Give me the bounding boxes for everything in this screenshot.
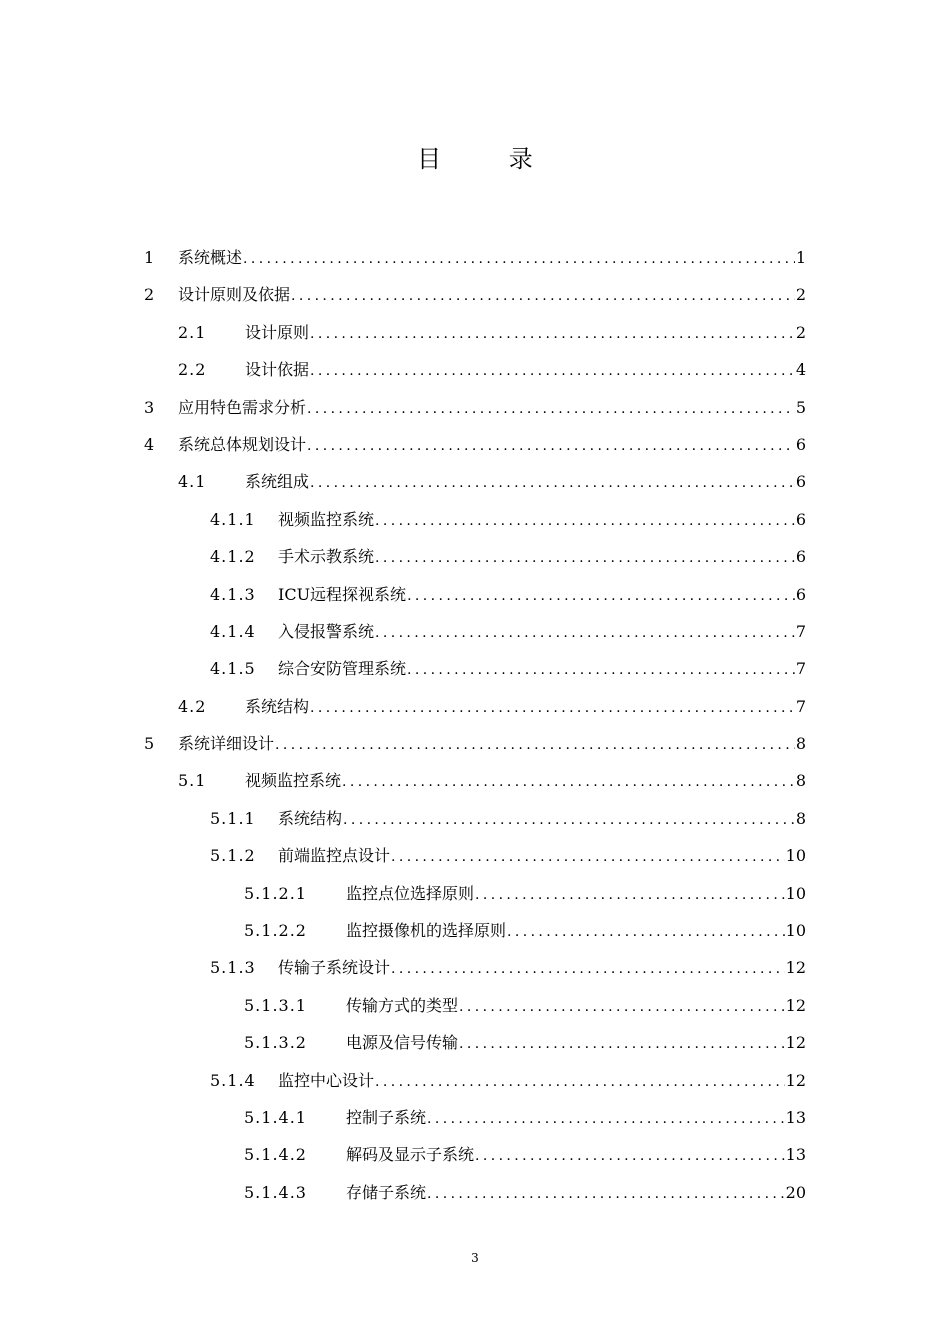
toc-entry-number: 4.1.2 (210, 547, 256, 567)
toc-dot-leader (375, 544, 795, 572)
toc-entry-line (346, 1029, 806, 1058)
toc-entry-page: 6 (795, 472, 806, 492)
toc-entry-line (278, 954, 806, 983)
toc-entry-line (178, 281, 806, 310)
toc-entry-line (346, 880, 806, 909)
toc-entry[interactable] (0, 618, 950, 655)
toc-entry-title: 系统总体规划设计 (178, 434, 307, 454)
toc-entry-line (278, 805, 806, 834)
toc-entry-number: 5.1.4.1 (244, 1107, 307, 1127)
toc-entry-title: 存储子系统 (346, 1182, 427, 1202)
toc-entry-title: 综合安防管理系统 (278, 659, 407, 679)
toc-entry-title: 设计原则及依据 (178, 285, 291, 305)
toc-entry-title: 前端监控点设计 (278, 846, 391, 866)
toc-entry-page: 12 (785, 1070, 806, 1090)
toc-dot-leader (343, 806, 795, 834)
toc-entry-page: 7 (795, 621, 806, 641)
toc-entry[interactable] (0, 244, 950, 281)
toc-entry-line (245, 693, 806, 722)
toc-entry-line (346, 1104, 806, 1133)
toc-entry-number: 4.1 (178, 472, 207, 492)
toc-entry-number: 2.2 (178, 360, 207, 380)
toc-entry-line (245, 767, 806, 796)
toc-entry[interactable] (0, 693, 950, 730)
toc-entry-page: 4 (795, 360, 806, 380)
toc-entry-number: 3 (144, 397, 156, 417)
toc-entry-title: 电源及信号传输 (346, 1033, 459, 1053)
toc-entry-title: 传输方式的类型 (346, 995, 459, 1015)
toc-entry-title: 系统概述 (178, 248, 243, 267)
toc-entry-page: 8 (795, 808, 806, 828)
toc-entry[interactable] (0, 842, 950, 879)
toc-entry-number: 5.1.1 (210, 808, 256, 828)
toc-entry-number: 5.1.4.2 (244, 1145, 307, 1165)
toc-dot-leader (307, 432, 795, 460)
toc-entry[interactable] (0, 1067, 950, 1104)
toc-dot-leader (310, 357, 795, 385)
toc-entry-line (178, 431, 806, 460)
toc-entry-line (278, 655, 806, 684)
toc-entry-line (245, 468, 806, 497)
toc-entry-line (346, 917, 806, 946)
toc-dot-leader (307, 395, 795, 423)
toc-entry-title: 视频监控系统 (245, 771, 342, 791)
toc-dot-leader (507, 918, 785, 946)
toc-entry-page: 6 (795, 547, 806, 567)
toc-entry-number: 5.1.4 (210, 1070, 256, 1090)
toc-dot-leader (310, 320, 795, 348)
toc-entry[interactable] (0, 730, 950, 767)
toc-entry-number: 4.1.3 (210, 584, 256, 604)
toc-entry-page: 2 (795, 322, 806, 342)
toc-entry-page: 2 (795, 285, 806, 305)
page-number: 3 (471, 1251, 479, 1265)
toc-entry[interactable] (0, 356, 950, 393)
toc-dot-leader (291, 282, 795, 310)
toc-entry-page: 8 (795, 771, 806, 791)
toc-entry[interactable] (0, 954, 950, 991)
toc-dot-leader (275, 731, 795, 759)
toc-entry-line (278, 543, 806, 572)
toc-entry-number: 5.1 (178, 771, 207, 791)
toc-entry-page: 6 (795, 584, 806, 604)
toc-entry[interactable] (0, 581, 950, 618)
toc-dot-leader (459, 1030, 785, 1058)
toc-dot-leader (427, 1105, 785, 1133)
toc-entry[interactable] (0, 992, 950, 1029)
toc-entry-number: 2.1 (178, 322, 207, 342)
toc-dot-leader (243, 245, 795, 273)
toc-entry-title: 系统结构 (278, 808, 343, 828)
toc-entry-page: 7 (795, 696, 806, 716)
toc-entry[interactable] (0, 1179, 950, 1216)
toc-entry-page: 13 (785, 1107, 806, 1127)
toc-dot-leader (475, 1142, 785, 1170)
toc-entry-line (178, 394, 806, 423)
toc-entry-title: 系统详细设计 (178, 734, 275, 754)
toc-entry-line (245, 356, 806, 385)
toc-entry-number: 1 (144, 248, 156, 267)
toc-entry-title: 监控摄像机的选择原则 (346, 921, 507, 941)
toc-entry-line (346, 1179, 806, 1208)
toc-entry[interactable] (0, 394, 950, 431)
toc-dot-leader (407, 656, 795, 684)
toc-entry-number: 4 (144, 434, 156, 454)
toc-entry[interactable] (0, 655, 950, 692)
toc-dot-leader (391, 955, 785, 983)
toc-entry-page: 12 (785, 995, 806, 1015)
page-title: 目 录 (417, 145, 563, 173)
toc-entry-page: 10 (785, 921, 806, 941)
toc-entry-number: 5.1.2.2 (244, 921, 307, 941)
toc-entry-number: 5.1.3.1 (244, 995, 307, 1015)
toc-entry-line (346, 1141, 806, 1170)
toc-entry-line (178, 730, 806, 759)
toc-entry-title: 控制子系统 (346, 1107, 427, 1127)
toc-entry-number: 5 (144, 734, 156, 754)
toc-entry-number: 5.1.2.1 (244, 883, 307, 903)
toc-entry-title: 设计原则 (245, 322, 310, 342)
toc-entry[interactable] (0, 805, 950, 842)
toc-entry[interactable] (0, 431, 950, 468)
toc-entry[interactable] (0, 880, 950, 917)
toc-entry-page: 6 (795, 434, 806, 454)
toc-entry[interactable] (0, 281, 950, 318)
toc-entry-title: 应用特色需求分析 (178, 397, 307, 417)
toc-entry-number: 4.1.4 (210, 621, 256, 641)
toc-entry[interactable] (0, 1029, 950, 1066)
toc-entry-title: 系统组成 (245, 472, 310, 492)
toc-dot-leader (310, 694, 795, 722)
toc-entry-title: 传输子系统设计 (278, 958, 391, 978)
toc-entry-title: 手术示教系统 (278, 547, 375, 567)
toc-entry-line (278, 618, 806, 647)
toc-entry-number: 5.1.3.2 (244, 1033, 307, 1053)
toc-entry-page: 8 (795, 734, 806, 754)
toc-entry-line (245, 319, 806, 348)
toc-entry-number: 4.1.5 (210, 659, 256, 679)
toc-entry-title: ICU远程探视系统 (278, 584, 407, 604)
toc-dot-leader (427, 1180, 785, 1208)
toc-entry[interactable] (0, 319, 950, 356)
toc-entry-title: 监控中心设计 (278, 1070, 375, 1090)
toc-entry-line (278, 581, 806, 610)
toc-entry-page: 6 (795, 509, 806, 529)
toc-dot-leader (375, 1068, 785, 1096)
toc-entry-line (278, 506, 806, 535)
toc-dot-leader (342, 768, 795, 796)
toc-entry-page: 1 (795, 248, 806, 267)
toc-entry[interactable] (0, 1141, 950, 1178)
toc-entry-title: 设计依据 (245, 360, 310, 380)
toc-entry[interactable] (0, 543, 950, 580)
toc-entry[interactable] (0, 917, 950, 954)
toc-dot-leader (375, 619, 795, 647)
toc-entry-line (178, 244, 806, 273)
toc-entry-page: 12 (785, 958, 806, 978)
toc-entry-number: 2 (144, 285, 156, 305)
toc-entry[interactable] (0, 468, 950, 505)
toc-entry-number: 5.1.4.3 (244, 1182, 307, 1202)
toc-entry-page: 12 (785, 1033, 806, 1053)
toc-dot-leader (407, 582, 795, 610)
toc-entry[interactable] (0, 1104, 950, 1141)
toc-dot-leader (391, 843, 785, 871)
toc-entry[interactable] (0, 506, 950, 543)
toc-entry-line (278, 1067, 806, 1096)
toc-entry-page: 10 (785, 883, 806, 903)
toc-dot-leader (310, 469, 795, 497)
toc-entry-number: 5.1.2 (210, 846, 256, 866)
toc-entry-page: 7 (795, 659, 806, 679)
toc-entry-line (278, 842, 806, 871)
toc-dot-leader (459, 993, 785, 1021)
toc-entry-page: 10 (785, 846, 806, 866)
toc-entry-line (346, 992, 806, 1021)
toc-entry-page: 5 (795, 397, 806, 417)
toc-entry-number: 5.1.3 (210, 958, 256, 978)
toc-dot-leader (475, 881, 785, 909)
toc-entry-title: 系统结构 (245, 696, 310, 716)
toc-entry-title: 解码及显示子系统 (346, 1145, 475, 1165)
toc-entry-title: 监控点位选择原则 (346, 883, 475, 903)
toc-entry-page: 20 (785, 1182, 806, 1202)
toc-dot-leader (375, 507, 795, 535)
toc-entry-number: 4.2 (178, 696, 207, 716)
table-of-contents (0, 244, 950, 1216)
toc-entry-page: 13 (785, 1145, 806, 1165)
toc-entry-number: 4.1.1 (210, 509, 256, 529)
toc-entry-title: 视频监控系统 (278, 509, 375, 529)
toc-entry-title: 入侵报警系统 (278, 621, 375, 641)
toc-entry[interactable] (0, 767, 950, 804)
